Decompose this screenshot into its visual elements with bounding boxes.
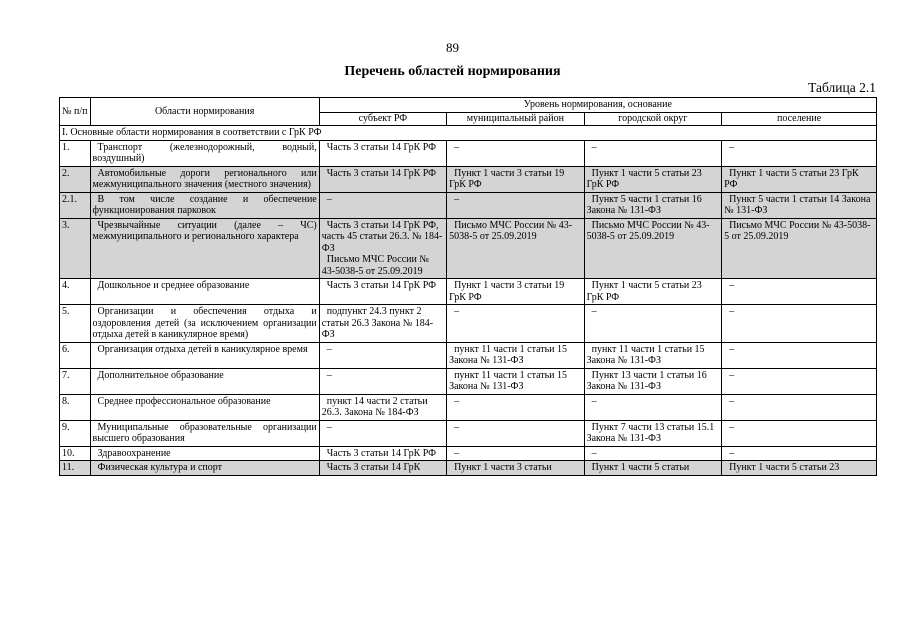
row-subject [319,305,446,343]
row-num: 1. [60,140,91,166]
row-district: – [447,446,585,461]
row-area: Организация отдыха детей в каникулярное время [90,342,319,368]
row-num: 9. [60,420,91,446]
row-num: 8. [60,394,91,420]
row-district: – [447,305,585,343]
row-num: 5. [60,305,91,343]
table-row [60,279,877,305]
header-level-group: Уровень нормирования, основание [319,98,876,113]
table-row [60,342,877,368]
row-city: Пункт 13 части 1 статьи 16 Закона № 131-ФЗ [584,368,722,394]
row-district: Пункт 1 части 3 статьи [447,461,585,476]
table-row [60,192,877,218]
row-area: Дополнительное образование [90,368,319,394]
table-row [60,461,877,476]
row-area: Чрезвычайные ситуации (далее – ЧС) межмуниципального и регионального характера [90,218,319,279]
row-district: – [447,140,585,166]
row-area: Среднее профессиональное образование [90,394,319,420]
row-subject [319,218,446,279]
row-settlement: – [722,394,877,420]
row-subject-extra: Письмо МЧС России № 43-5038-5 от 25.09.2019 [321,254,429,277]
row-subject-basis: – [326,343,332,355]
row-area: Муниципальные образовательные организации высшего образования [90,420,319,446]
norm-areas-table [59,97,877,476]
header-area: Области нормирования [90,98,319,126]
row-city: пункт 11 части 1 статьи 15 Закона № 131-ФЗ [584,342,722,368]
row-num: 6. [60,342,91,368]
table-row [60,446,877,461]
row-subject-basis: пункт 14 части 2 статьи 26.3. Закона № 184-ФЗ [321,395,428,418]
row-subject-basis: – [326,193,332,205]
row-area: Автомобильные дороги регионального или межмуниципального значения (местного значения) [90,166,319,192]
row-settlement: – [722,342,877,368]
row-subject [319,342,446,368]
row-city: Пункт 1 части 5 статьи [584,461,722,476]
row-subject [319,368,446,394]
row-city: Пункт 1 части 5 статьи 23 ГрК РФ [584,166,722,192]
row-subject [319,166,446,192]
row-num: 10. [60,446,91,461]
header-level-settlement: поселение [722,113,877,126]
row-district: Пункт 1 части 3 статьи 19 ГрК РФ [447,279,585,305]
row-settlement: Пункт 5 части 1 статьи 14 Закона № 131-ФЗ [722,192,877,218]
row-num: 7. [60,368,91,394]
table-row [60,166,877,192]
row-subject-basis: Часть 3 статьи 14 ГрК РФ [326,141,437,153]
row-subject [319,140,446,166]
table-row [60,140,877,166]
document-title: Перечень областей нормирования [344,64,561,79]
row-num: 4. [60,279,91,305]
row-settlement: Письмо МЧС России № 43-5038-5 от 25.09.2019 [722,218,877,279]
row-district: Письмо МЧС России № 43-5038-5 от 25.09.2019 [447,218,585,279]
table-row [60,368,877,394]
row-district: – [447,394,585,420]
header-level-subject: субъект РФ [319,113,446,126]
row-subject-basis: – [326,369,332,381]
header-level-city: городской округ [584,113,722,126]
row-subject [319,446,446,461]
row-district: пункт 11 части 1 статьи 15 Закона № 131-ФЗ [447,368,585,394]
row-num: 2.1. [60,192,91,218]
row-settlement: – [722,140,877,166]
row-city: – [584,305,722,343]
row-settlement: – [722,446,877,461]
row-city: Пункт 1 части 5 статьи 23 ГрК РФ [584,279,722,305]
row-subject-basis: Часть 3 статьи 14 ГрК [326,462,421,473]
row-district: Пункт 1 части 3 статьи 19 ГрК РФ [447,166,585,192]
row-subject-basis: Часть 3 статьи 14 ГрК РФ, часть 45 статьи 26.3. № 184-ФЗ [321,219,443,254]
row-city: Пункт 5 части 1 статьи 16 Закона № 131-ФЗ [584,192,722,218]
row-city: Письмо МЧС России № 43-5038-5 от 25.09.2019 [584,218,722,279]
row-area: Организации и обеспечения отдыха и оздоровления детей (за исключением организации отдыха детей в каникулярное время) [90,305,319,343]
table-row [60,305,877,343]
row-subject [319,420,446,446]
row-num: 2. [60,166,91,192]
row-subject-basis: Часть 3 статьи 14 ГрК РФ [326,280,437,291]
row-subject-basis: Часть 3 статьи 14 ГрК РФ [326,447,437,459]
page-number: 89 [446,40,459,55]
row-area: Физическая культура и спорт [90,461,319,476]
row-settlement: Пункт 1 части 5 статьи 23 ГрК РФ [722,166,877,192]
header-level-district: муниципальный район [447,113,585,126]
row-settlement: – [722,279,877,305]
row-settlement: – [722,420,877,446]
row-settlement: Пункт 1 части 5 статьи 23 [722,461,877,476]
row-city: Пункт 7 части 13 статьи 15.1 Закона № 131-ФЗ [584,420,722,446]
row-subject [319,461,446,476]
row-district: – [447,192,585,218]
row-subject [319,394,446,420]
table-row [60,218,877,279]
table-caption: Таблица 2.1 [808,80,876,95]
row-area: Здравоохранение [90,446,319,461]
section-title: I. Основные области нормирования в соответствии с ГрК РФ [60,126,877,141]
row-subject-basis: Часть 3 статьи 14 ГрК РФ [326,167,437,179]
header-num: № п/п [60,98,91,126]
row-city: – [584,140,722,166]
row-settlement: – [722,368,877,394]
row-city: – [584,446,722,461]
row-area: Транспорт (железнодорожный, водный, воздушный) [90,140,319,166]
row-area: В том числе создание и обеспечение функционирования парковок [90,192,319,218]
row-district: пункт 11 части 1 статьи 15 Закона № 131-ФЗ [447,342,585,368]
row-area: Дошкольное и среднее образование [90,279,319,305]
row-num: 11. [60,461,91,476]
row-settlement: – [722,305,877,343]
row-subject-basis: подпункт 24.3 пункт 2 статьи 26.3 Закона № 184-ФЗ [321,306,434,340]
row-subject [319,279,446,305]
row-subject-basis: – [326,421,332,433]
row-num: 3. [60,218,91,279]
row-district: – [447,420,585,446]
row-subject [319,192,446,218]
row-city: – [584,394,722,420]
table-row [60,420,877,446]
table-row [60,394,877,420]
